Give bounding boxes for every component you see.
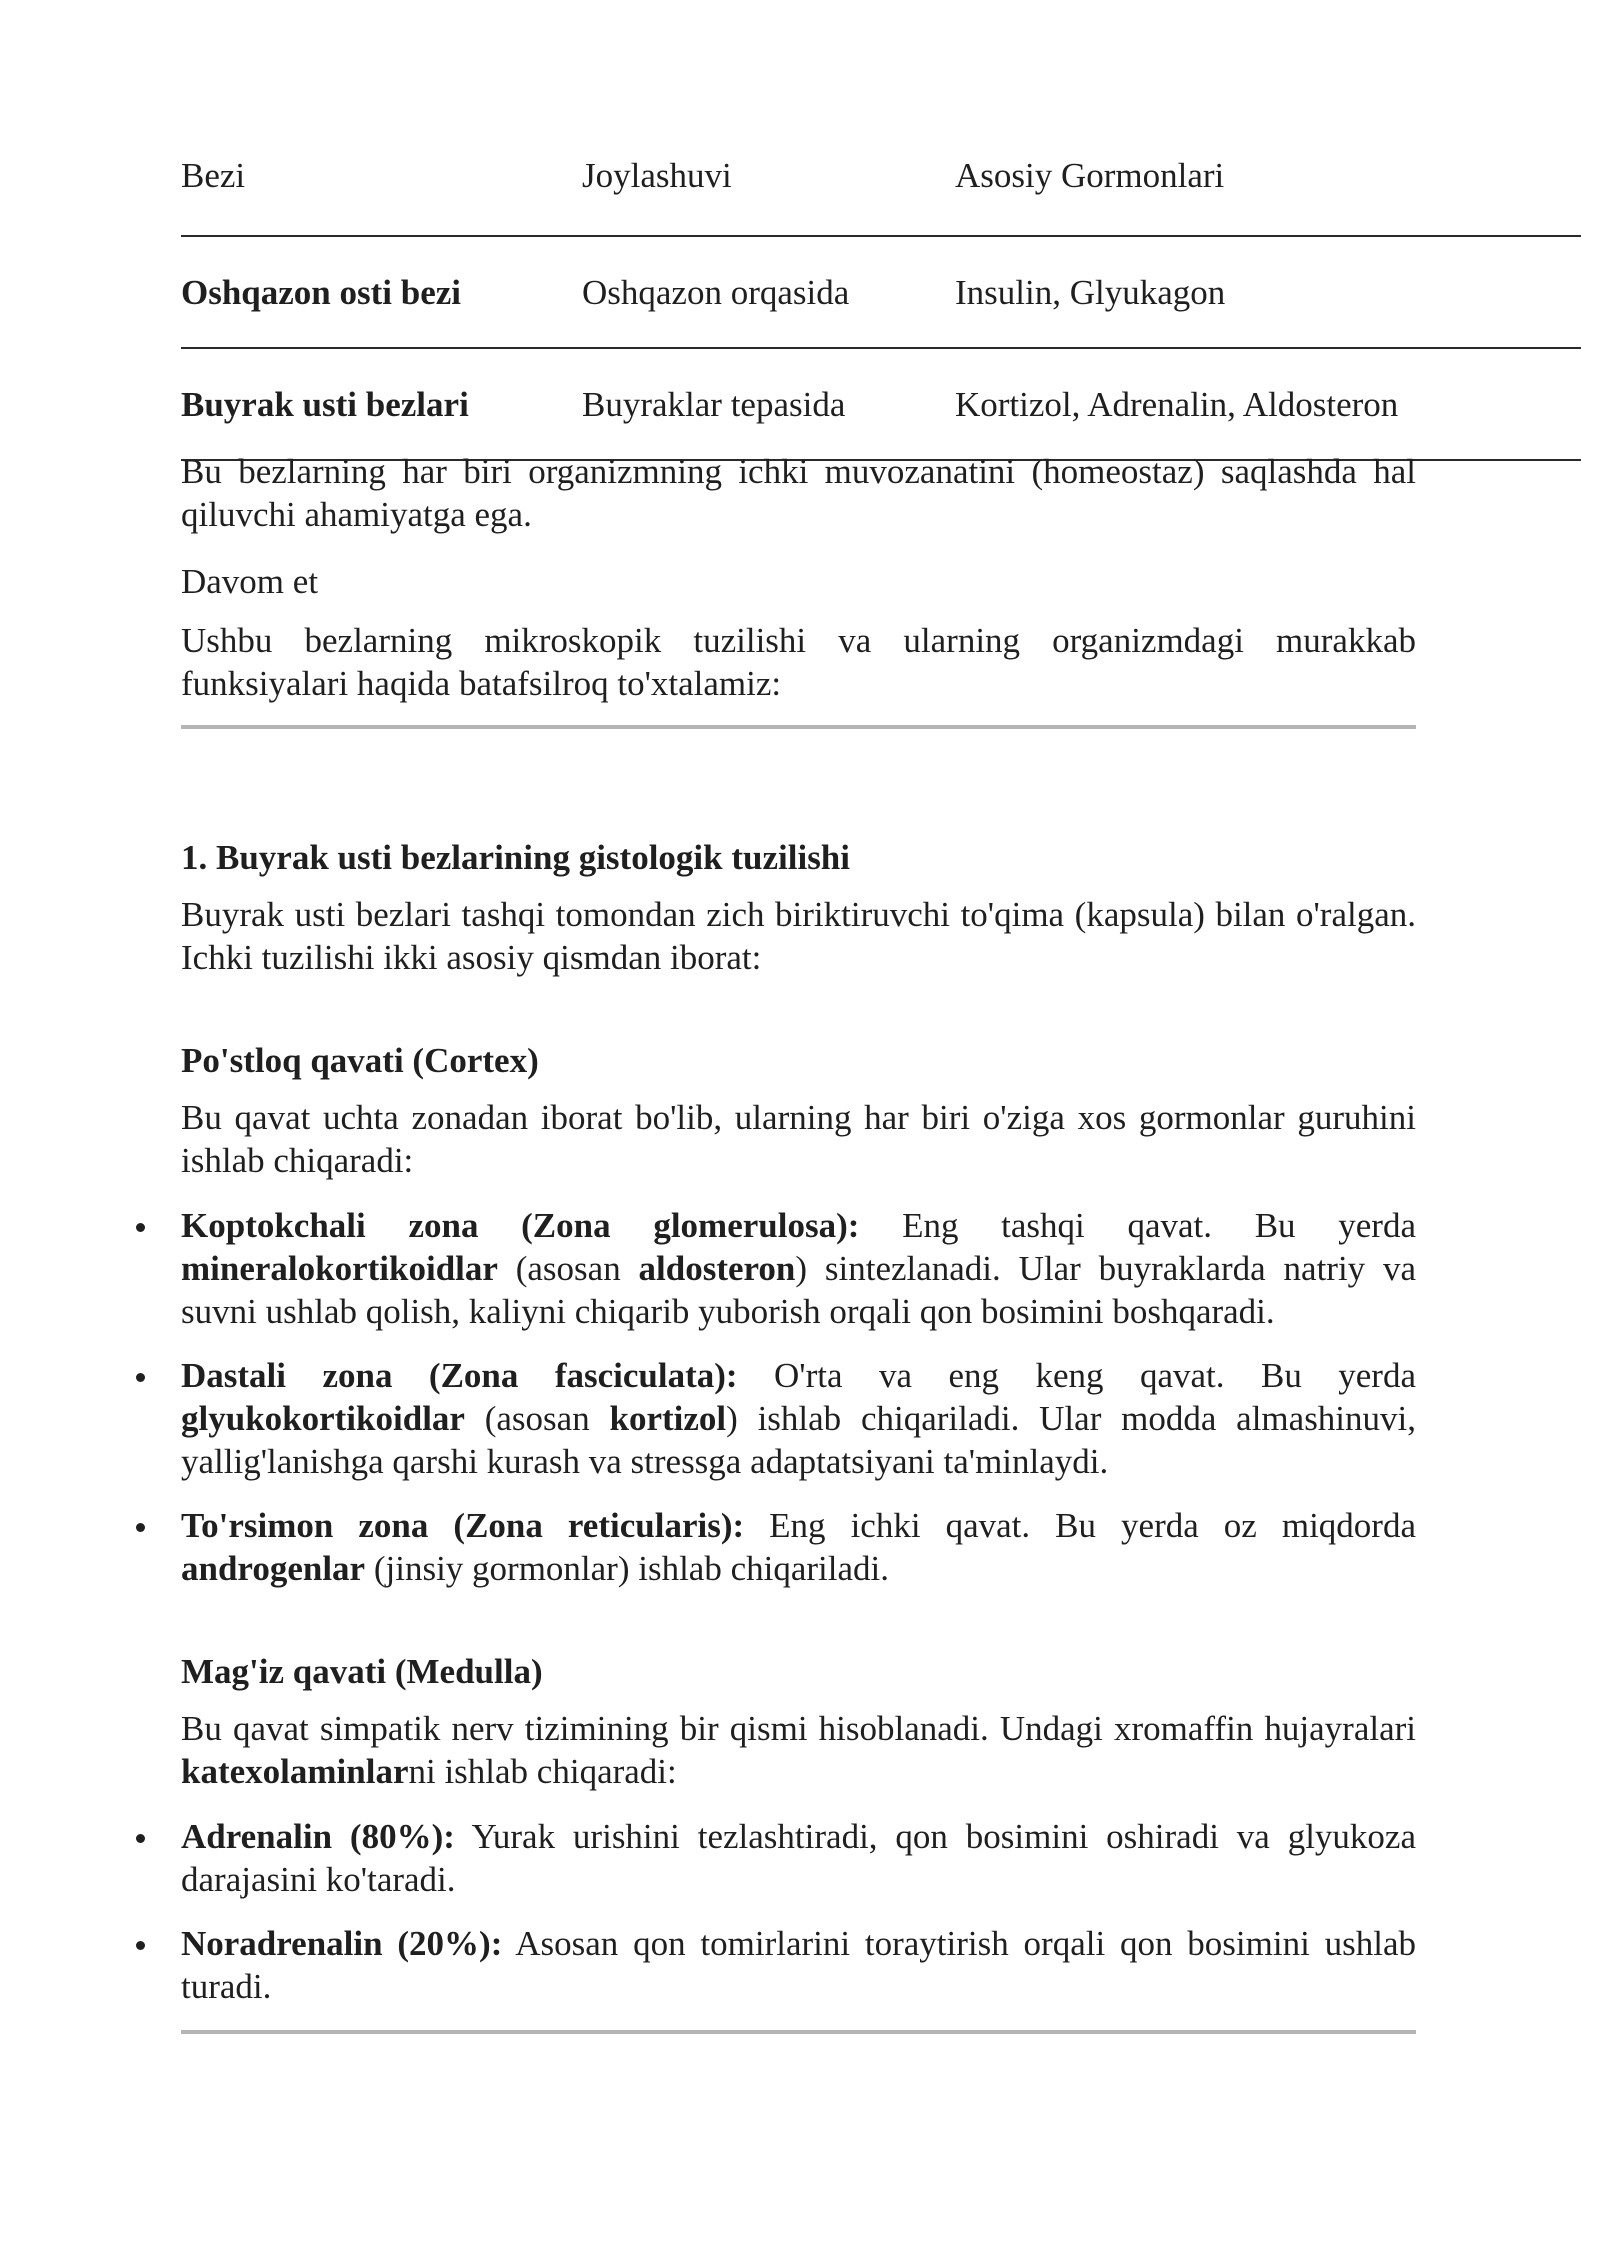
cortex-paragraph: Bu qavat uchta zonadan iborat bo'lib, ularning har biri o'ziga xos gormonlar guruhini ishlab chiqaradi:	[181, 1098, 1416, 1180]
cortex-heading: Po'stloq qavati (Cortex)	[181, 1041, 539, 1080]
glands-table	[181, 120, 1581, 461]
gland-name: Oshqazon osti bezi	[181, 272, 462, 312]
list-text: ) ishlab chiqariladi. Ular modda almashinuvi, yallig'lanishga qarshi kurash va stressga adaptatsiyani ta'minlaydi.	[181, 1399, 1417, 1481]
table-cell-gland	[181, 348, 582, 460]
header-cell-location: Joylashuvi	[582, 120, 955, 236]
bullet-icon	[136, 1223, 145, 1232]
list-item	[181, 1922, 1416, 2008]
list-text: Eng tashqi qavat. Bu yerda	[859, 1206, 1416, 1245]
list-text: ) sintezlanadi. Ular buyraklarda natriy va suvni ushlab qolish, kaliyni chiqarib yuborish orqali qon bosimini boshqaradi.	[181, 1249, 1417, 1331]
list-item	[181, 1504, 1416, 1590]
table-row	[181, 236, 1581, 348]
bullet-icon	[136, 1834, 145, 1843]
continue-prompt: Davom et	[181, 562, 319, 601]
homeostasis-paragraph: Bu bezlarning har biri organizmning ichki muvozanatini (homeostaz) saqlashda hal qiluvchi ahamiyatga ega.	[181, 452, 1416, 534]
section-title: 1. Buyrak usti bezlarining gistologik tuzilishi	[181, 838, 850, 877]
table-row	[181, 348, 1581, 460]
list-text: Asosan qon tomirlarini toraytirish orqali qon bosimini ushlab turadi.	[181, 1924, 1416, 2006]
hormone-name: aldosteron	[638, 1249, 796, 1288]
table-cell-location: Oshqazon orqasida	[582, 236, 955, 348]
hormone-class: mineralokortikoidlar	[181, 1249, 498, 1288]
gland-name: Buyrak usti bezlari	[181, 384, 469, 424]
medulla-hormones-list	[181, 1815, 1416, 2008]
table-cell-hormones: Insulin, Glyukagon	[955, 236, 1581, 348]
paragraph-text: ni ishlab chiqaradi:	[408, 1752, 677, 1791]
list-text: (asosan	[497, 1249, 639, 1288]
list-text: Eng ichki qavat. Bu yerda oz miqdorda	[744, 1506, 1416, 1545]
hormone-name: kortizol	[609, 1399, 727, 1438]
paragraph-text: Bu qavat simpatik nerv tizimining bir qismi hisoblanadi. Undagi xromaffin hujayralari	[181, 1709, 1416, 1748]
zone-name: Koptokchali zona (Zona glomerulosa):	[181, 1206, 860, 1245]
medulla-heading: Mag'iz qavati (Medulla)	[181, 1652, 543, 1691]
table-cell-hormones: Kortizol, Adrenalin, Aldosteron	[955, 348, 1581, 460]
bullet-icon	[136, 1523, 145, 1532]
bullet-icon	[136, 1941, 145, 1950]
section-divider	[181, 725, 1416, 729]
cortex-zones-list	[181, 1204, 1416, 1590]
hormone-class: androgenlar	[181, 1549, 366, 1588]
list-text: O'rta va eng keng qavat. Bu yerda	[737, 1356, 1416, 1395]
table-cell-location: Buyraklar tepasida	[582, 348, 955, 460]
table-header-row	[181, 120, 1581, 236]
list-item	[181, 1354, 1416, 1483]
list-text: (asosan	[464, 1399, 610, 1438]
list-text: (jinsiy gormonlar) ishlab chiqariladi.	[365, 1549, 889, 1588]
medulla-paragraph	[181, 1707, 1416, 1793]
list-text: Yurak urishini tezlashtiradi, qon bosimini oshiradi va glyukoza darajasini ko'taradi.	[181, 1817, 1417, 1899]
list-item	[181, 1204, 1416, 1333]
hormone-class: katexolaminlar	[181, 1752, 409, 1791]
hormone-name: Noradrenalin (20%):	[181, 1924, 503, 1963]
hormone-class: glyukokortikoidlar	[181, 1399, 465, 1438]
table-cell-gland	[181, 236, 582, 348]
section-intro-paragraph: Buyrak usti bezlari tashqi tomondan zich biriktiruvchi to'qima (kapsula) bilan o'ralgan. Ichki tuzilishi ikki asosiy qismdan iborat:	[181, 895, 1416, 977]
zone-name: To'rsimon zona (Zona reticularis):	[181, 1506, 745, 1545]
list-item	[181, 1815, 1416, 1901]
header-cell-hormones: Asosiy Gormonlari	[955, 120, 1581, 236]
hormone-name: Adrenalin (80%):	[181, 1817, 455, 1856]
zone-name: Dastali zona (Zona fasciculata):	[181, 1356, 738, 1395]
bullet-icon	[136, 1373, 145, 1382]
section-divider	[181, 2030, 1416, 2034]
intro-paragraph: Ushbu bezlarning mikroskopik tuzilishi va ularning organizmdagi murakkab funksiyalari haqida batafsilroq to'xtalamiz:	[181, 621, 1416, 703]
header-cell-gland: Bezi	[181, 120, 582, 236]
document-body	[181, 450, 1416, 2034]
